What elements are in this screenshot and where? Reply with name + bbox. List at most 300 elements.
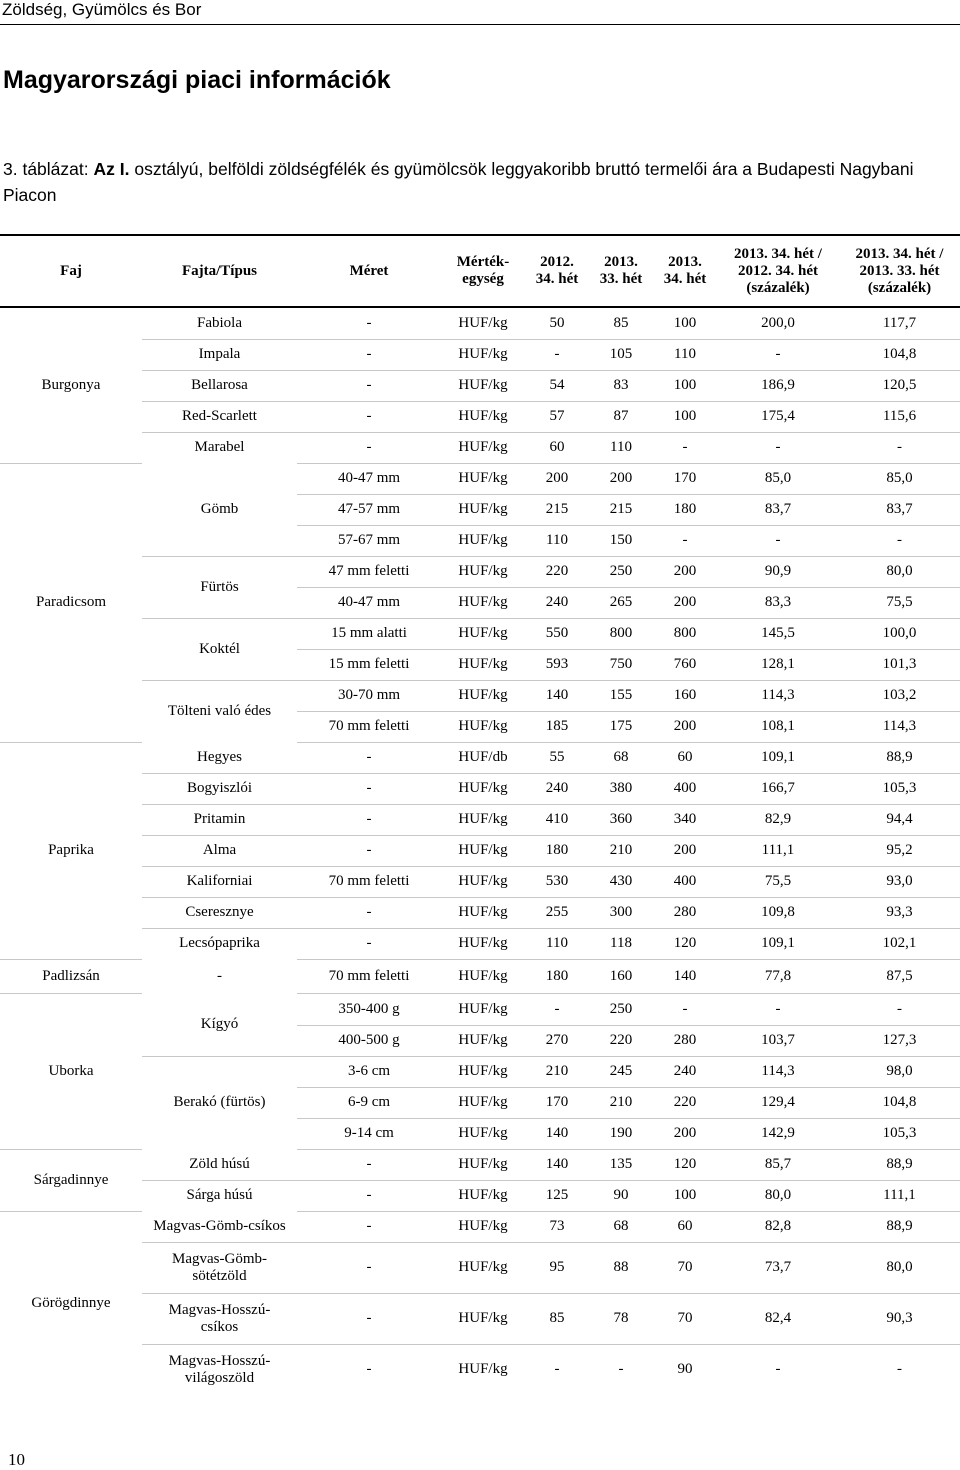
value-cell: 85 [525, 1293, 589, 1344]
value-cell: 240 [653, 1056, 717, 1087]
value-cell: 100 [653, 370, 717, 401]
value-cell: 800 [589, 618, 653, 649]
page-number: 10 [8, 1450, 25, 1469]
egyseg-cell: HUF/kg [441, 370, 525, 401]
meret-cell: 40-47 mm [297, 587, 441, 618]
meret-cell: - [297, 835, 441, 866]
value-cell: 115,6 [839, 401, 960, 432]
value-cell: 80,0 [839, 1242, 960, 1293]
value-cell: 175 [589, 711, 653, 742]
value-cell: 240 [525, 587, 589, 618]
value-cell: 54 [525, 370, 589, 401]
value-cell: 88,9 [839, 1211, 960, 1242]
value-cell: 220 [589, 1025, 653, 1056]
value-cell: 60 [525, 432, 589, 463]
value-cell: 85 [613, 314, 629, 331]
egyseg-cell: HUF/kg [441, 1180, 525, 1211]
value-cell: - [717, 993, 839, 1025]
table-row [0, 401, 960, 432]
table-row [0, 339, 960, 370]
value-cell: 125 [525, 1180, 589, 1211]
faj-cell: Burgonya [41, 376, 101, 393]
value-cell: 60 [653, 1211, 717, 1242]
faj-cell: Sárgadinnye [0, 1149, 142, 1211]
value-cell: 200 [653, 556, 717, 587]
fajta-cell: Tölteni való édes [142, 680, 297, 742]
value-cell: 160 [653, 680, 717, 711]
meret-cell: - [297, 401, 441, 432]
value-cell: 200 [653, 711, 717, 742]
value-cell: 430 [589, 866, 653, 897]
value-cell: 100 [653, 401, 717, 432]
fajta-cell: Marabel [142, 432, 297, 463]
meret-cell: - [297, 339, 441, 370]
egyseg-cell: HUF/kg [441, 897, 525, 928]
caption-text: osztályú, belföldi zöldségfélék és gyümölcsök leggyakoribb bruttó termelői ára a Budapesti Nagybani Piacon [3, 159, 914, 205]
value-cell: 77,8 [717, 959, 839, 993]
value-cell: 170 [653, 463, 717, 494]
egyseg-cell: HUF/kg [441, 525, 525, 556]
egyseg-cell: HUF/kg [441, 1118, 525, 1149]
value-cell: 250 [589, 993, 653, 1025]
value-cell: - [589, 1344, 653, 1395]
egyseg-cell: HUF/kg [441, 1025, 525, 1056]
value-cell: 593 [525, 649, 589, 680]
value-cell: 250 [589, 556, 653, 587]
fajta-cell: Bellarosa [142, 370, 297, 401]
value-cell: 85,7 [717, 1149, 839, 1180]
faj-cell: Uborka [0, 993, 142, 1149]
egyseg-cell: HUF/kg [441, 993, 525, 1025]
value-cell: 70 [653, 1242, 717, 1293]
value-cell: 50 [549, 314, 565, 331]
table-row [0, 463, 960, 494]
meret-cell: - [297, 1344, 441, 1395]
value-cell: 55 [525, 742, 589, 773]
col-ratio-week: 2013. 34. hét / 2013. 33. hét (százalék) [839, 235, 960, 307]
value-cell: 215 [589, 494, 653, 525]
table-row [0, 835, 960, 866]
value-cell: 145,5 [717, 618, 839, 649]
table-row [0, 307, 960, 339]
meret-cell: 350-400 g [297, 993, 441, 1025]
value-cell: - [653, 993, 717, 1025]
fajta-cell: Hegyes [197, 748, 242, 765]
value-cell: 82,4 [717, 1293, 839, 1344]
meret-cell: 47-57 mm [297, 494, 441, 525]
meret-cell: - [297, 928, 441, 959]
value-cell: - [839, 993, 960, 1025]
fajta-cell: Magvas-Gömb-csíkos [153, 1217, 286, 1234]
value-cell: 140 [653, 959, 717, 993]
meret-cell: 70 mm feletti [297, 711, 441, 742]
egyseg-cell: HUF/kg [441, 463, 525, 494]
value-cell: 110 [589, 432, 653, 463]
value-cell: 105,3 [839, 1118, 960, 1149]
value-cell: 85,0 [717, 463, 839, 494]
value-cell: 75,5 [717, 866, 839, 897]
value-cell: 98,0 [839, 1056, 960, 1087]
value-cell: 245 [589, 1056, 653, 1087]
table-row [0, 897, 960, 928]
meret-cell: - [297, 432, 441, 463]
value-cell: 60 [653, 742, 717, 773]
value-cell: 200 [653, 1118, 717, 1149]
value-cell: 103,2 [839, 680, 960, 711]
meret-cell: - [297, 1149, 441, 1180]
value-cell: - [839, 1344, 960, 1395]
egyseg-cell: HUF/kg [441, 494, 525, 525]
value-cell: 104,8 [839, 1087, 960, 1118]
meret-cell: 57-67 mm [297, 525, 441, 556]
value-cell: 220 [525, 556, 589, 587]
egyseg-cell: HUF/kg [441, 835, 525, 866]
table-caption [3, 156, 953, 208]
fajta-cell: Kígyó [200, 1015, 239, 1032]
fajta-cell: Fürtös [142, 556, 297, 618]
value-cell: 400 [653, 866, 717, 897]
value-cell: 82,9 [717, 804, 839, 835]
col-fajta: Fajta/Típus [142, 235, 297, 307]
value-cell: 200,0 [761, 314, 795, 331]
egyseg-cell: HUF/kg [441, 339, 525, 370]
value-cell: - [653, 525, 717, 556]
value-cell: 114,3 [839, 711, 960, 742]
egyseg-cell: HUF/kg [441, 680, 525, 711]
table-row [0, 370, 960, 401]
value-cell: 83 [589, 370, 653, 401]
value-cell: 135 [589, 1149, 653, 1180]
value-cell: 88,9 [839, 1149, 960, 1180]
value-cell: 200 [525, 463, 589, 494]
table-row [0, 1180, 960, 1211]
meret-cell: 9-14 cm [297, 1118, 441, 1149]
value-cell: 300 [589, 897, 653, 928]
value-cell: 120 [653, 1149, 717, 1180]
egyseg-cell: HUF/kg [441, 1242, 525, 1293]
value-cell: 360 [589, 804, 653, 835]
value-cell: - [839, 525, 960, 556]
egyseg-cell: HUF/kg [441, 587, 525, 618]
document-header: Zöldség, Gyümölcs és Bor [2, 0, 202, 19]
table-row [0, 1149, 960, 1180]
egyseg-cell: HUF/kg [441, 1056, 525, 1087]
value-cell: 200 [653, 835, 717, 866]
value-cell: 82,8 [717, 1211, 839, 1242]
meret-cell: 30-70 mm [297, 680, 441, 711]
egyseg-cell: HUF/kg [441, 804, 525, 835]
table-row [0, 773, 960, 804]
meret-cell: - [297, 897, 441, 928]
egyseg-cell: HUF/kg [441, 1344, 525, 1395]
value-cell: 109,1 [717, 928, 839, 959]
meret-cell: 400-500 g [297, 1025, 441, 1056]
faj-cell: Paradicsom [0, 463, 142, 742]
value-cell: 88 [589, 1242, 653, 1293]
value-cell: 100 [653, 1180, 717, 1211]
value-cell: 400 [653, 773, 717, 804]
egyseg-cell: HUF/kg [441, 1087, 525, 1118]
value-cell: - [525, 993, 589, 1025]
value-cell: 760 [653, 649, 717, 680]
value-cell: 110 [653, 339, 717, 370]
egyseg-cell: HUF/kg [441, 959, 525, 993]
table-row [0, 742, 960, 773]
faj-cell: Padlizsán [0, 959, 142, 993]
meret-cell: - [297, 1293, 441, 1344]
value-cell: 380 [589, 773, 653, 804]
value-cell: 100,0 [839, 618, 960, 649]
value-cell: 186,9 [717, 370, 839, 401]
value-cell: 95 [525, 1242, 589, 1293]
value-cell: 150 [589, 525, 653, 556]
value-cell: 210 [589, 835, 653, 866]
value-cell: 175,4 [717, 401, 839, 432]
value-cell: - [717, 525, 839, 556]
value-cell: 88,9 [839, 742, 960, 773]
value-cell: 118 [589, 928, 653, 959]
value-cell: 190 [589, 1118, 653, 1149]
header-divider [0, 24, 960, 25]
col-2013-33: 2013. 33. hét [589, 235, 653, 307]
value-cell: 180 [525, 835, 589, 866]
value-cell: 530 [525, 866, 589, 897]
fajta-cell: Zöld húsú [189, 1155, 250, 1172]
value-cell: 87,5 [839, 959, 960, 993]
meret-cell: 40-47 mm [297, 463, 441, 494]
value-cell: 110 [525, 525, 589, 556]
value-cell: - [717, 1344, 839, 1395]
page-title: Magyarországi piaci információk [3, 66, 391, 94]
table-row [0, 928, 960, 959]
value-cell: 83,7 [839, 494, 960, 525]
value-cell: 750 [589, 649, 653, 680]
value-cell: 105 [589, 339, 653, 370]
meret-cell: - [297, 804, 441, 835]
faj-cell: Görögdinnye [0, 1211, 142, 1395]
value-cell: 220 [653, 1087, 717, 1118]
egyseg-cell: HUF/kg [441, 618, 525, 649]
value-cell: 180 [525, 959, 589, 993]
egyseg-cell: HUF/kg [441, 711, 525, 742]
fajta-cell: Lecsópaprika [142, 928, 297, 959]
value-cell: 550 [525, 618, 589, 649]
table-row [0, 993, 960, 1025]
value-cell: 102,1 [839, 928, 960, 959]
fajta-cell: Alma [142, 835, 297, 866]
value-cell: 215 [525, 494, 589, 525]
value-cell: - [525, 1344, 589, 1395]
egyseg-cell: HUF/kg [441, 1211, 525, 1242]
value-cell: 70 [653, 1293, 717, 1344]
meret-cell: 6-9 cm [297, 1087, 441, 1118]
value-cell: 180 [653, 494, 717, 525]
meret-cell: 15 mm alatti [297, 618, 441, 649]
value-cell: 140 [525, 1118, 589, 1149]
meret-cell: - [297, 773, 441, 804]
egyseg-cell: HUF/kg [441, 866, 525, 897]
fajta-cell: Fabiola [197, 314, 242, 331]
value-cell: 142,9 [717, 1118, 839, 1149]
value-cell: 80,0 [717, 1180, 839, 1211]
egyseg-cell: HUF/kg [441, 401, 525, 432]
egyseg-cell: HUF/kg [441, 649, 525, 680]
value-cell: 68 [589, 1211, 653, 1242]
fajta-cell: Magvas-Hosszú- világoszöld [142, 1344, 297, 1395]
meret-cell: 70 mm feletti [297, 959, 441, 993]
value-cell: 78 [589, 1293, 653, 1344]
fajta-cell: Impala [142, 339, 297, 370]
value-cell: 170 [525, 1087, 589, 1118]
value-cell: 73,7 [717, 1242, 839, 1293]
value-cell: 111,1 [717, 835, 839, 866]
fajta-cell: Koktél [142, 618, 297, 680]
value-cell: 166,7 [717, 773, 839, 804]
meret-cell: 47 mm feletti [297, 556, 441, 587]
value-cell: 120,5 [839, 370, 960, 401]
table-row [0, 1211, 960, 1242]
value-cell: - [717, 432, 839, 463]
value-cell: 117,7 [882, 314, 917, 331]
value-cell: 104,8 [839, 339, 960, 370]
value-cell: 57 [525, 401, 589, 432]
value-cell: 128,1 [717, 649, 839, 680]
price-table [0, 234, 960, 1395]
value-cell: 93,3 [839, 897, 960, 928]
value-cell: - [653, 432, 717, 463]
value-cell: 80,0 [839, 556, 960, 587]
value-cell: 140 [525, 1149, 589, 1180]
value-cell: 140 [525, 680, 589, 711]
egyseg-cell: HUF/kg [441, 773, 525, 804]
value-cell: 83,3 [717, 587, 839, 618]
value-cell: 87 [589, 401, 653, 432]
value-cell: 90 [653, 1344, 717, 1395]
value-cell: 210 [525, 1056, 589, 1087]
table-row [0, 1344, 960, 1395]
egyseg-cell: HUF/kg [441, 1149, 525, 1180]
value-cell: 160 [589, 959, 653, 993]
table-row [0, 1242, 960, 1293]
value-cell: 280 [653, 897, 717, 928]
value-cell: 114,3 [717, 680, 839, 711]
meret-cell: 70 mm feletti [297, 866, 441, 897]
col-egyseg: Mérték- egység [441, 235, 525, 307]
value-cell: 127,3 [839, 1025, 960, 1056]
fajta-cell: Magvas-Gömb- sötétzöld [142, 1242, 297, 1293]
value-cell: 110 [525, 928, 589, 959]
egyseg-cell: HUF/kg [441, 928, 525, 959]
table-row [0, 959, 960, 993]
egyseg-cell: HUF/kg [441, 556, 525, 587]
value-cell: 120 [653, 928, 717, 959]
value-cell: 94,4 [839, 804, 960, 835]
fajta-cell: Gömb [200, 500, 239, 517]
fajta-cell: Kaliforniai [142, 866, 297, 897]
meret-cell: 15 mm feletti [297, 649, 441, 680]
value-cell: 103,7 [717, 1025, 839, 1056]
fajta-cell: Berakó (fürtös) [142, 1056, 297, 1149]
fajta-cell: Bogyiszlói [142, 773, 297, 804]
fajta-cell: Cseresznye [142, 897, 297, 928]
egyseg-cell: HUF/kg [441, 1293, 525, 1344]
value-cell: 155 [589, 680, 653, 711]
table-row [0, 680, 960, 711]
meret-cell: - [297, 1180, 441, 1211]
col-2013-34: 2013. 34. hét [653, 235, 717, 307]
meret-cell: - [297, 370, 441, 401]
value-cell: 95,2 [839, 835, 960, 866]
value-cell: 255 [525, 897, 589, 928]
value-cell: 111,1 [839, 1180, 960, 1211]
fajta-cell: - [217, 967, 222, 984]
table-row [0, 556, 960, 587]
fajta-cell: Sárga húsú [142, 1180, 297, 1211]
table-row [0, 866, 960, 897]
egyseg-cell: HUF/db [441, 742, 525, 773]
value-cell: - [525, 339, 589, 370]
value-cell: 68 [589, 742, 653, 773]
value-cell: 75,5 [839, 587, 960, 618]
meret-cell: - [366, 314, 372, 331]
value-cell: 85,0 [839, 463, 960, 494]
value-cell: 340 [653, 804, 717, 835]
caption-bold: Az I. [93, 159, 130, 179]
fajta-cell: Red-Scarlett [142, 401, 297, 432]
value-cell: 100 [673, 314, 697, 331]
value-cell: 280 [653, 1025, 717, 1056]
value-cell: 108,1 [717, 711, 839, 742]
value-cell: 90,3 [839, 1293, 960, 1344]
value-cell: 240 [525, 773, 589, 804]
value-cell: 83,7 [717, 494, 839, 525]
value-cell: 90,9 [717, 556, 839, 587]
value-cell: 129,4 [717, 1087, 839, 1118]
col-meret: Méret [297, 235, 441, 307]
value-cell: 265 [589, 587, 653, 618]
value-cell: 270 [525, 1025, 589, 1056]
col-faj: Faj [0, 235, 142, 307]
egyseg-cell: HUF/kg [458, 314, 508, 331]
value-cell: 210 [589, 1087, 653, 1118]
col-ratio-year: 2013. 34. hét / 2012. 34. hét (százalék) [717, 235, 839, 307]
value-cell: 109,1 [717, 742, 839, 773]
value-cell: 109,8 [717, 897, 839, 928]
table-row [0, 1293, 960, 1344]
value-cell: 90 [589, 1180, 653, 1211]
meret-cell: 3-6 cm [297, 1056, 441, 1087]
value-cell: - [839, 432, 960, 463]
col-2012-34: 2012. 34. hét [525, 235, 589, 307]
value-cell: 410 [525, 804, 589, 835]
value-cell: 800 [653, 618, 717, 649]
fajta-cell: Pritamin [142, 804, 297, 835]
header-row [0, 235, 960, 307]
table-row [0, 432, 960, 463]
value-cell: 114,3 [717, 1056, 839, 1087]
value-cell: 200 [653, 587, 717, 618]
value-cell: 185 [525, 711, 589, 742]
table-row [0, 804, 960, 835]
table-row [0, 1056, 960, 1087]
value-cell: 73 [525, 1211, 589, 1242]
meret-cell: - [297, 742, 441, 773]
value-cell: 105,3 [839, 773, 960, 804]
value-cell: 101,3 [839, 649, 960, 680]
table-row [0, 618, 960, 649]
faj-cell: Paprika [0, 742, 142, 959]
caption-prefix: 3. táblázat: [3, 159, 94, 179]
